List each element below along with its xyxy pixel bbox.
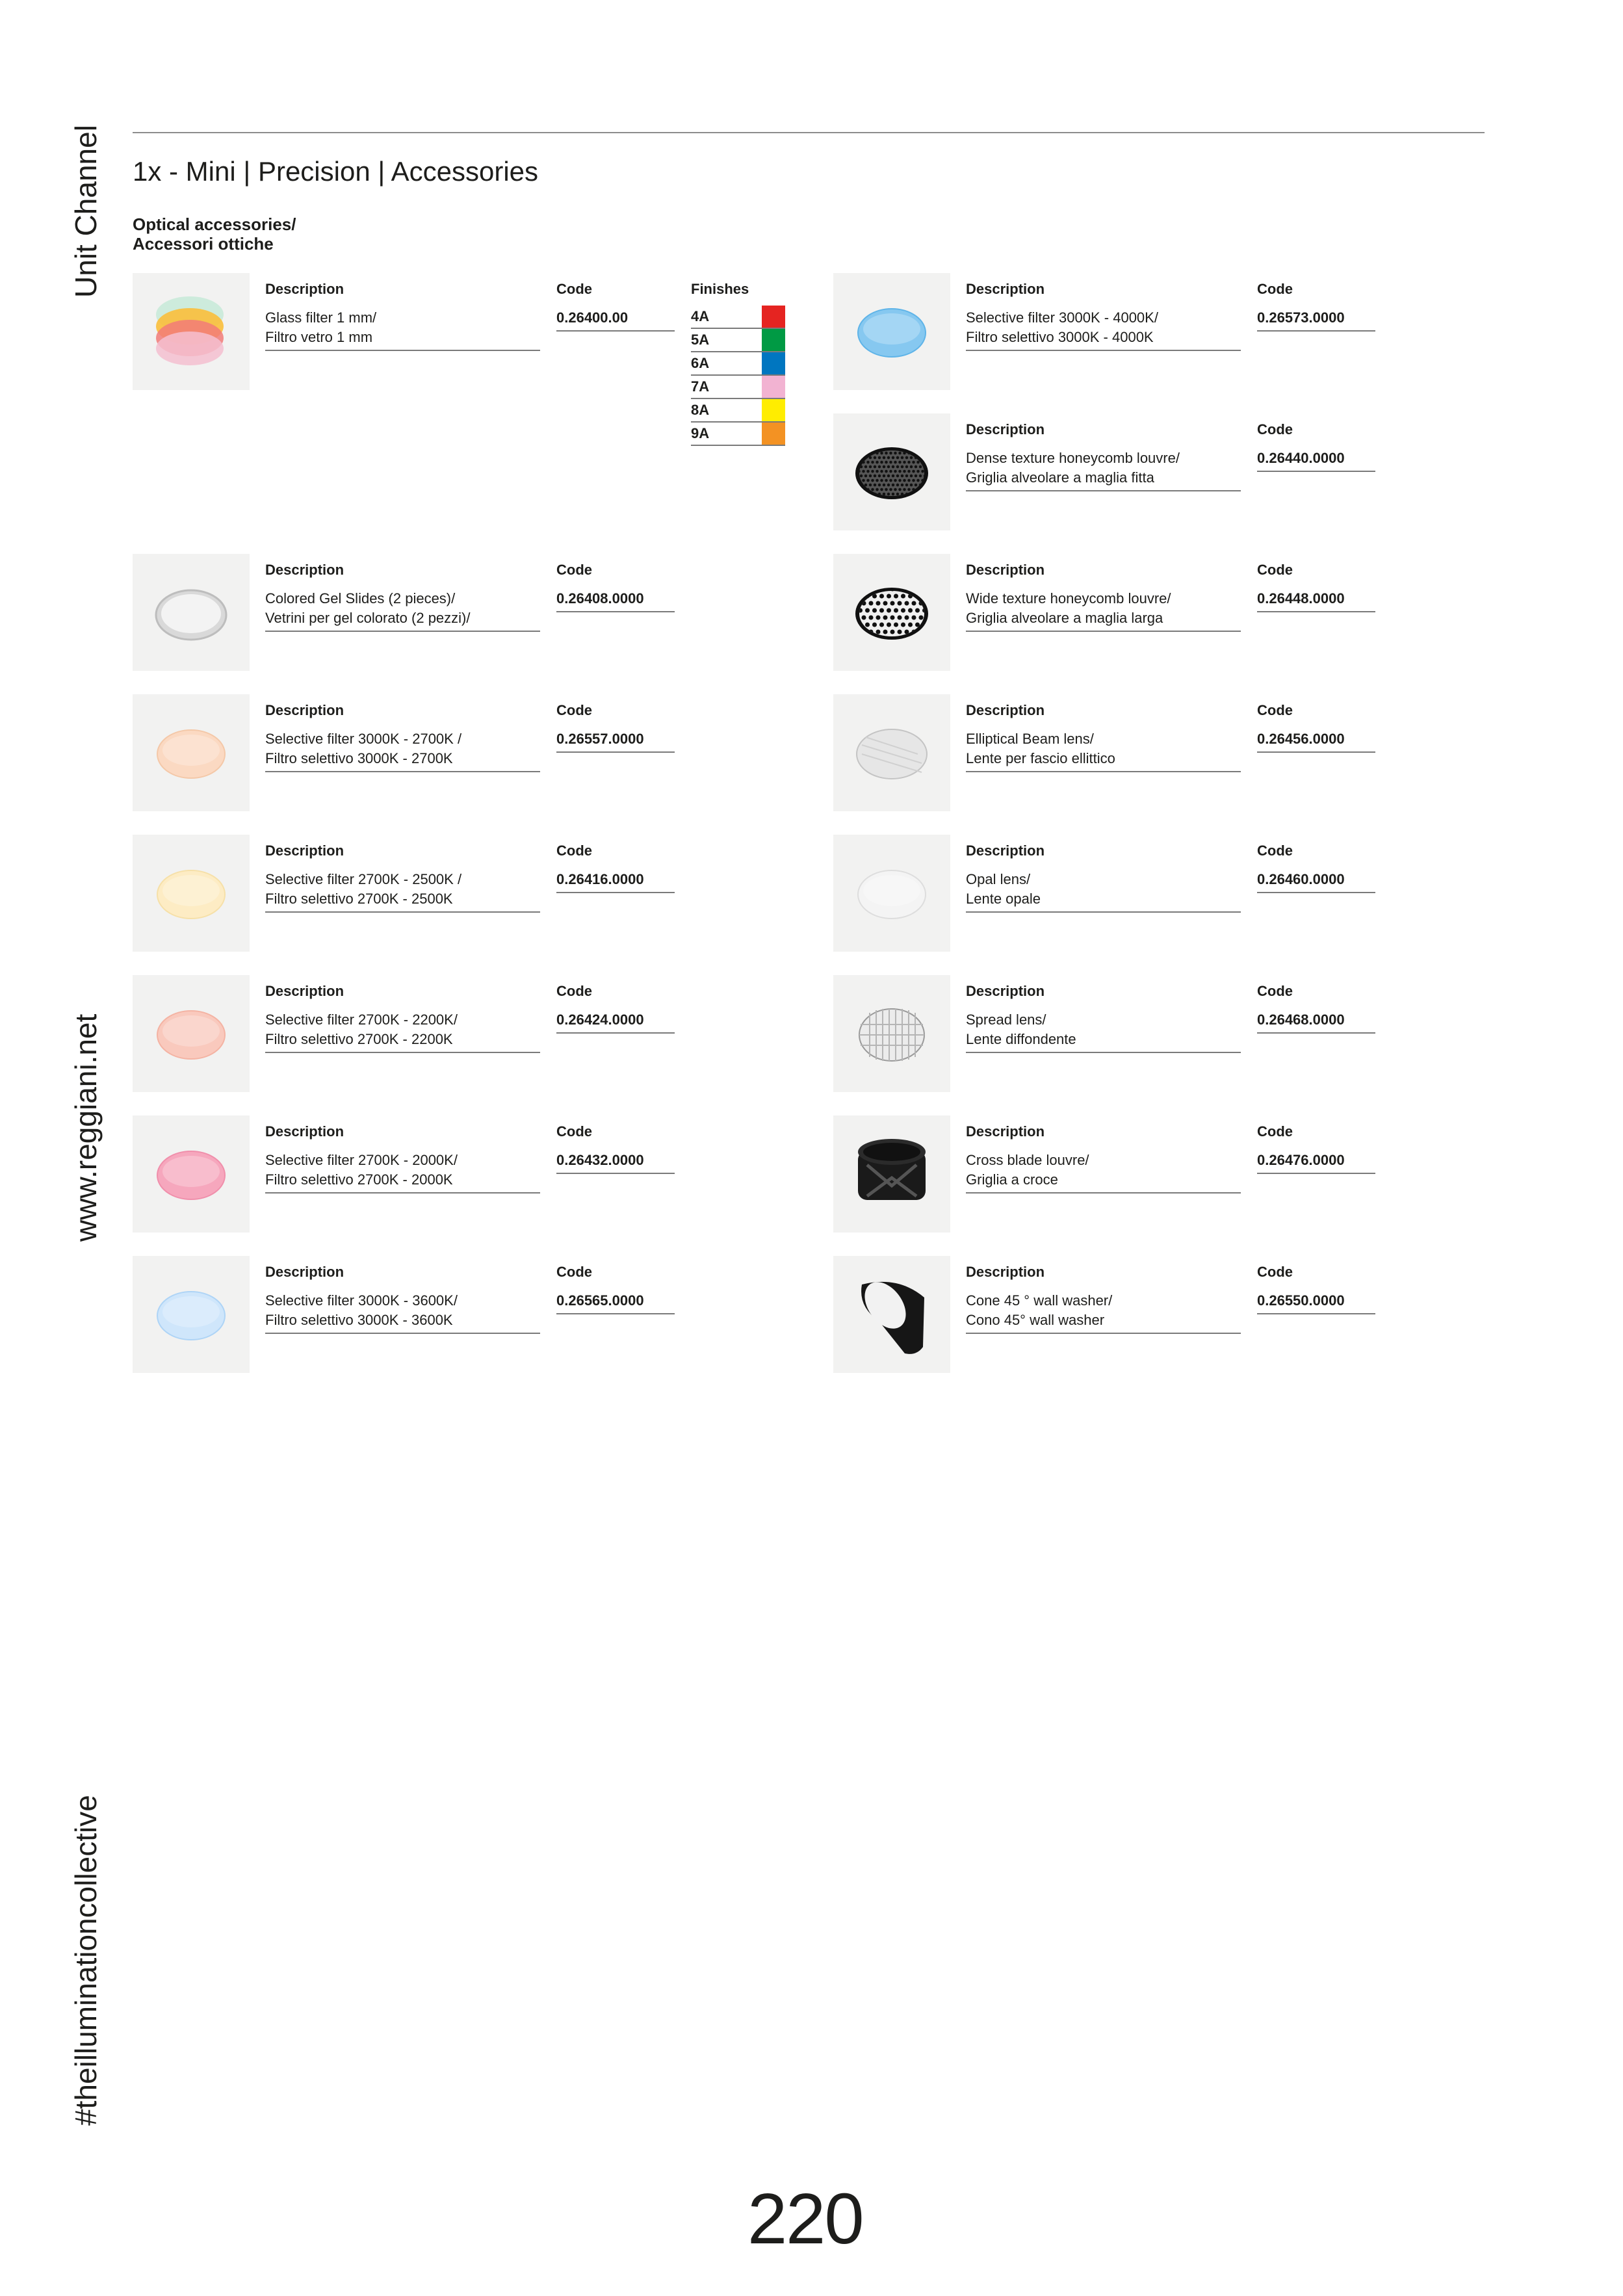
product-description — [966, 1010, 1241, 1053]
description-italian: Lente diffondente — [966, 1031, 1076, 1047]
description-label: Description — [265, 281, 344, 297]
finish-color-swatch — [762, 352, 785, 374]
product-description — [966, 1151, 1241, 1194]
cone-wall-washer-icon — [833, 1256, 950, 1373]
page-number: 220 — [747, 2179, 863, 2259]
code-label: Code — [1257, 1123, 1293, 1140]
description-italian: Filtro selettivo 2700K - 2200K — [265, 1031, 453, 1047]
salmon-filter-icon — [133, 975, 250, 1092]
finishes-table — [691, 281, 785, 446]
product-description — [966, 729, 1241, 772]
finish-row — [691, 306, 785, 329]
product-block — [833, 975, 1483, 1095]
warm-yellow-filter-icon — [133, 835, 250, 952]
description-italian: Cono 45° wall washer — [966, 1312, 1105, 1328]
finish-row — [691, 423, 785, 446]
dense-honeycomb-louvre-icon — [833, 413, 950, 530]
product-block — [133, 554, 783, 674]
description-italian: Filtro selettivo 3000K - 3600K — [265, 1312, 453, 1328]
product-description — [265, 1291, 540, 1334]
product-code: 0.26400.00 — [556, 308, 675, 332]
code-label: Code — [556, 702, 592, 718]
product-block — [833, 835, 1483, 955]
spread-lens-icon — [833, 975, 950, 1092]
section-heading-line1: Optical accessories/ — [133, 215, 296, 234]
product-image — [133, 554, 250, 671]
finishes-label: Finishes — [691, 281, 749, 297]
code-label: Code — [556, 1123, 592, 1140]
finish-color-swatch — [762, 423, 785, 445]
description-italian: Lente opale — [966, 891, 1041, 907]
description-label: Description — [966, 281, 1045, 297]
description-label: Description — [966, 983, 1045, 999]
pink-filter-icon — [133, 1115, 250, 1233]
finish-row — [691, 376, 785, 399]
description-italian: Griglia alveolare a maglia larga — [966, 610, 1163, 626]
code-label: Code — [556, 281, 592, 297]
product-description — [966, 308, 1241, 351]
finish-color-swatch — [762, 329, 785, 351]
product-code: 0.26565.0000 — [556, 1291, 675, 1314]
description-english: Cross blade louvre/ — [966, 1152, 1089, 1168]
gel-slides-icon — [133, 554, 250, 671]
product-code: 0.26424.0000 — [556, 1010, 675, 1034]
product-code: 0.26468.0000 — [1257, 1010, 1375, 1034]
description-italian: Lente per fascio ellittico — [966, 750, 1115, 766]
description-italian: Griglia a croce — [966, 1171, 1058, 1188]
description-label: Description — [966, 702, 1045, 718]
product-block — [133, 1115, 783, 1236]
description-italian: Filtro selettivo 2700K - 2500K — [265, 891, 453, 907]
product-description — [966, 870, 1241, 913]
description-english: Wide texture honeycomb louvre/ — [966, 590, 1171, 607]
product-image — [833, 835, 950, 952]
product-image — [833, 1115, 950, 1233]
product-image — [133, 1256, 250, 1373]
product-description — [265, 1010, 540, 1053]
product-description — [966, 1291, 1241, 1334]
product-description — [265, 589, 540, 632]
product-code: 0.26432.0000 — [556, 1151, 675, 1174]
peach-filter-icon — [133, 694, 250, 811]
sidebar-section-title: Unit Channel — [69, 125, 103, 298]
description-english: Colored Gel Slides (2 pieces)/ — [265, 590, 456, 607]
finish-code: 9A — [691, 425, 710, 441]
product-image — [833, 273, 950, 390]
product-description — [265, 870, 540, 913]
product-code: 0.26416.0000 — [556, 870, 675, 893]
code-label: Code — [1257, 702, 1293, 718]
finish-color-swatch — [762, 306, 785, 328]
finish-row — [691, 399, 785, 423]
description-english: Selective filter 2700K - 2200K/ — [265, 1011, 458, 1028]
product-description — [265, 1151, 540, 1194]
sidebar-website-link[interactable]: www.reggiani.net — [69, 1013, 103, 1242]
finish-code: 5A — [691, 332, 710, 348]
product-image — [133, 835, 250, 952]
product-image — [133, 694, 250, 811]
product-block — [133, 975, 783, 1095]
product-code: 0.26408.0000 — [556, 589, 675, 612]
product-block — [133, 1256, 783, 1376]
description-english: Spread lens/ — [966, 1011, 1046, 1028]
finish-color-swatch — [762, 376, 785, 398]
product-image — [133, 975, 250, 1092]
product-block — [833, 273, 1483, 393]
page-title: 1x - Mini | Precision | Accessories — [133, 156, 539, 187]
description-label: Description — [265, 1123, 344, 1140]
finish-row — [691, 329, 785, 352]
description-italian: Filtro selettivo 3000K - 2700K — [265, 750, 453, 766]
finish-row — [691, 352, 785, 376]
product-code: 0.26440.0000 — [1257, 449, 1375, 472]
product-code: 0.26460.0000 — [1257, 870, 1375, 893]
code-label: Code — [1257, 1264, 1293, 1280]
description-english: Selective filter 3000K - 2700K / — [265, 731, 462, 747]
product-block — [133, 835, 783, 955]
product-image — [133, 273, 250, 390]
description-english: Selective filter 3000K - 4000K/ — [966, 309, 1158, 326]
description-italian: Filtro vetro 1 mm — [265, 329, 373, 345]
finish-code: 4A — [691, 308, 710, 324]
product-block — [833, 694, 1483, 815]
product-image — [833, 554, 950, 671]
product-description — [966, 449, 1241, 491]
product-code: 0.26557.0000 — [556, 729, 675, 753]
section-heading — [133, 215, 296, 254]
product-code: 0.26476.0000 — [1257, 1151, 1375, 1174]
cross-blade-louvre-icon — [833, 1115, 950, 1233]
description-italian: Filtro selettivo 3000K - 4000K — [966, 329, 1154, 345]
opal-lens-icon — [833, 835, 950, 952]
product-image — [133, 1115, 250, 1233]
description-english: Glass filter 1 mm/ — [265, 309, 377, 326]
description-label: Description — [265, 702, 344, 718]
code-label: Code — [1257, 983, 1293, 999]
description-label: Description — [265, 983, 344, 999]
product-code: 0.26573.0000 — [1257, 308, 1375, 332]
description-label: Description — [966, 1123, 1045, 1140]
code-label: Code — [1257, 421, 1293, 437]
description-english: Selective filter 3000K - 3600K/ — [265, 1292, 458, 1309]
finish-code: 8A — [691, 402, 710, 418]
description-label: Description — [966, 842, 1045, 859]
code-label: Code — [1257, 562, 1293, 578]
description-label: Description — [265, 1264, 344, 1280]
finish-code: 6A — [691, 355, 710, 371]
code-label: Code — [556, 983, 592, 999]
product-code: 0.26448.0000 — [1257, 589, 1375, 612]
finish-code: 7A — [691, 378, 710, 395]
description-italian: Filtro selettivo 2700K - 2000K — [265, 1171, 453, 1188]
product-image — [833, 413, 950, 530]
description-english: Opal lens/ — [966, 871, 1031, 887]
code-label: Code — [1257, 281, 1293, 297]
product-description — [265, 308, 540, 351]
product-code: 0.26550.0000 — [1257, 1291, 1375, 1314]
finish-color-swatch — [762, 399, 785, 421]
product-block — [133, 273, 783, 393]
product-description — [966, 589, 1241, 632]
product-image — [833, 694, 950, 811]
product-block — [833, 554, 1483, 674]
code-label: Code — [556, 842, 592, 859]
wide-honeycomb-louvre-icon — [833, 554, 950, 671]
product-code: 0.26456.0000 — [1257, 729, 1375, 753]
product-block — [833, 1256, 1483, 1376]
description-italian: Vetrini per gel colorato (2 pezzi)/ — [265, 610, 471, 626]
description-label: Description — [265, 842, 344, 859]
description-label: Description — [966, 1264, 1045, 1280]
description-english: Cone 45 ° wall washer/ — [966, 1292, 1113, 1309]
product-image — [833, 975, 950, 1092]
blue-filter-icon — [833, 273, 950, 390]
description-label: Description — [966, 562, 1045, 578]
description-english: Selective filter 2700K - 2000K/ — [265, 1152, 458, 1168]
description-italian: Griglia alveolare a maglia fitta — [966, 469, 1154, 486]
product-block — [833, 1115, 1483, 1236]
light-blue-filter-icon — [133, 1256, 250, 1373]
product-image — [833, 1256, 950, 1373]
description-english: Selective filter 2700K - 2500K / — [265, 871, 462, 887]
elliptical-lens-icon — [833, 694, 950, 811]
code-label: Code — [1257, 842, 1293, 859]
section-heading-line2: Accessori ottiche — [133, 234, 274, 254]
sidebar-hashtag: #theilluminationcollective — [69, 1795, 103, 2126]
code-label: Code — [556, 1264, 592, 1280]
product-block — [133, 694, 783, 815]
description-label: Description — [265, 562, 344, 578]
code-label: Code — [556, 562, 592, 578]
glass-filter-stack-icon — [133, 273, 250, 390]
product-description — [265, 729, 540, 772]
description-label: Description — [966, 421, 1045, 437]
header-divider — [133, 132, 1485, 133]
description-english: Dense texture honeycomb louvre/ — [966, 450, 1180, 466]
product-block — [833, 413, 1483, 534]
finishes-list — [691, 306, 785, 446]
description-english: Elliptical Beam lens/ — [966, 731, 1094, 747]
